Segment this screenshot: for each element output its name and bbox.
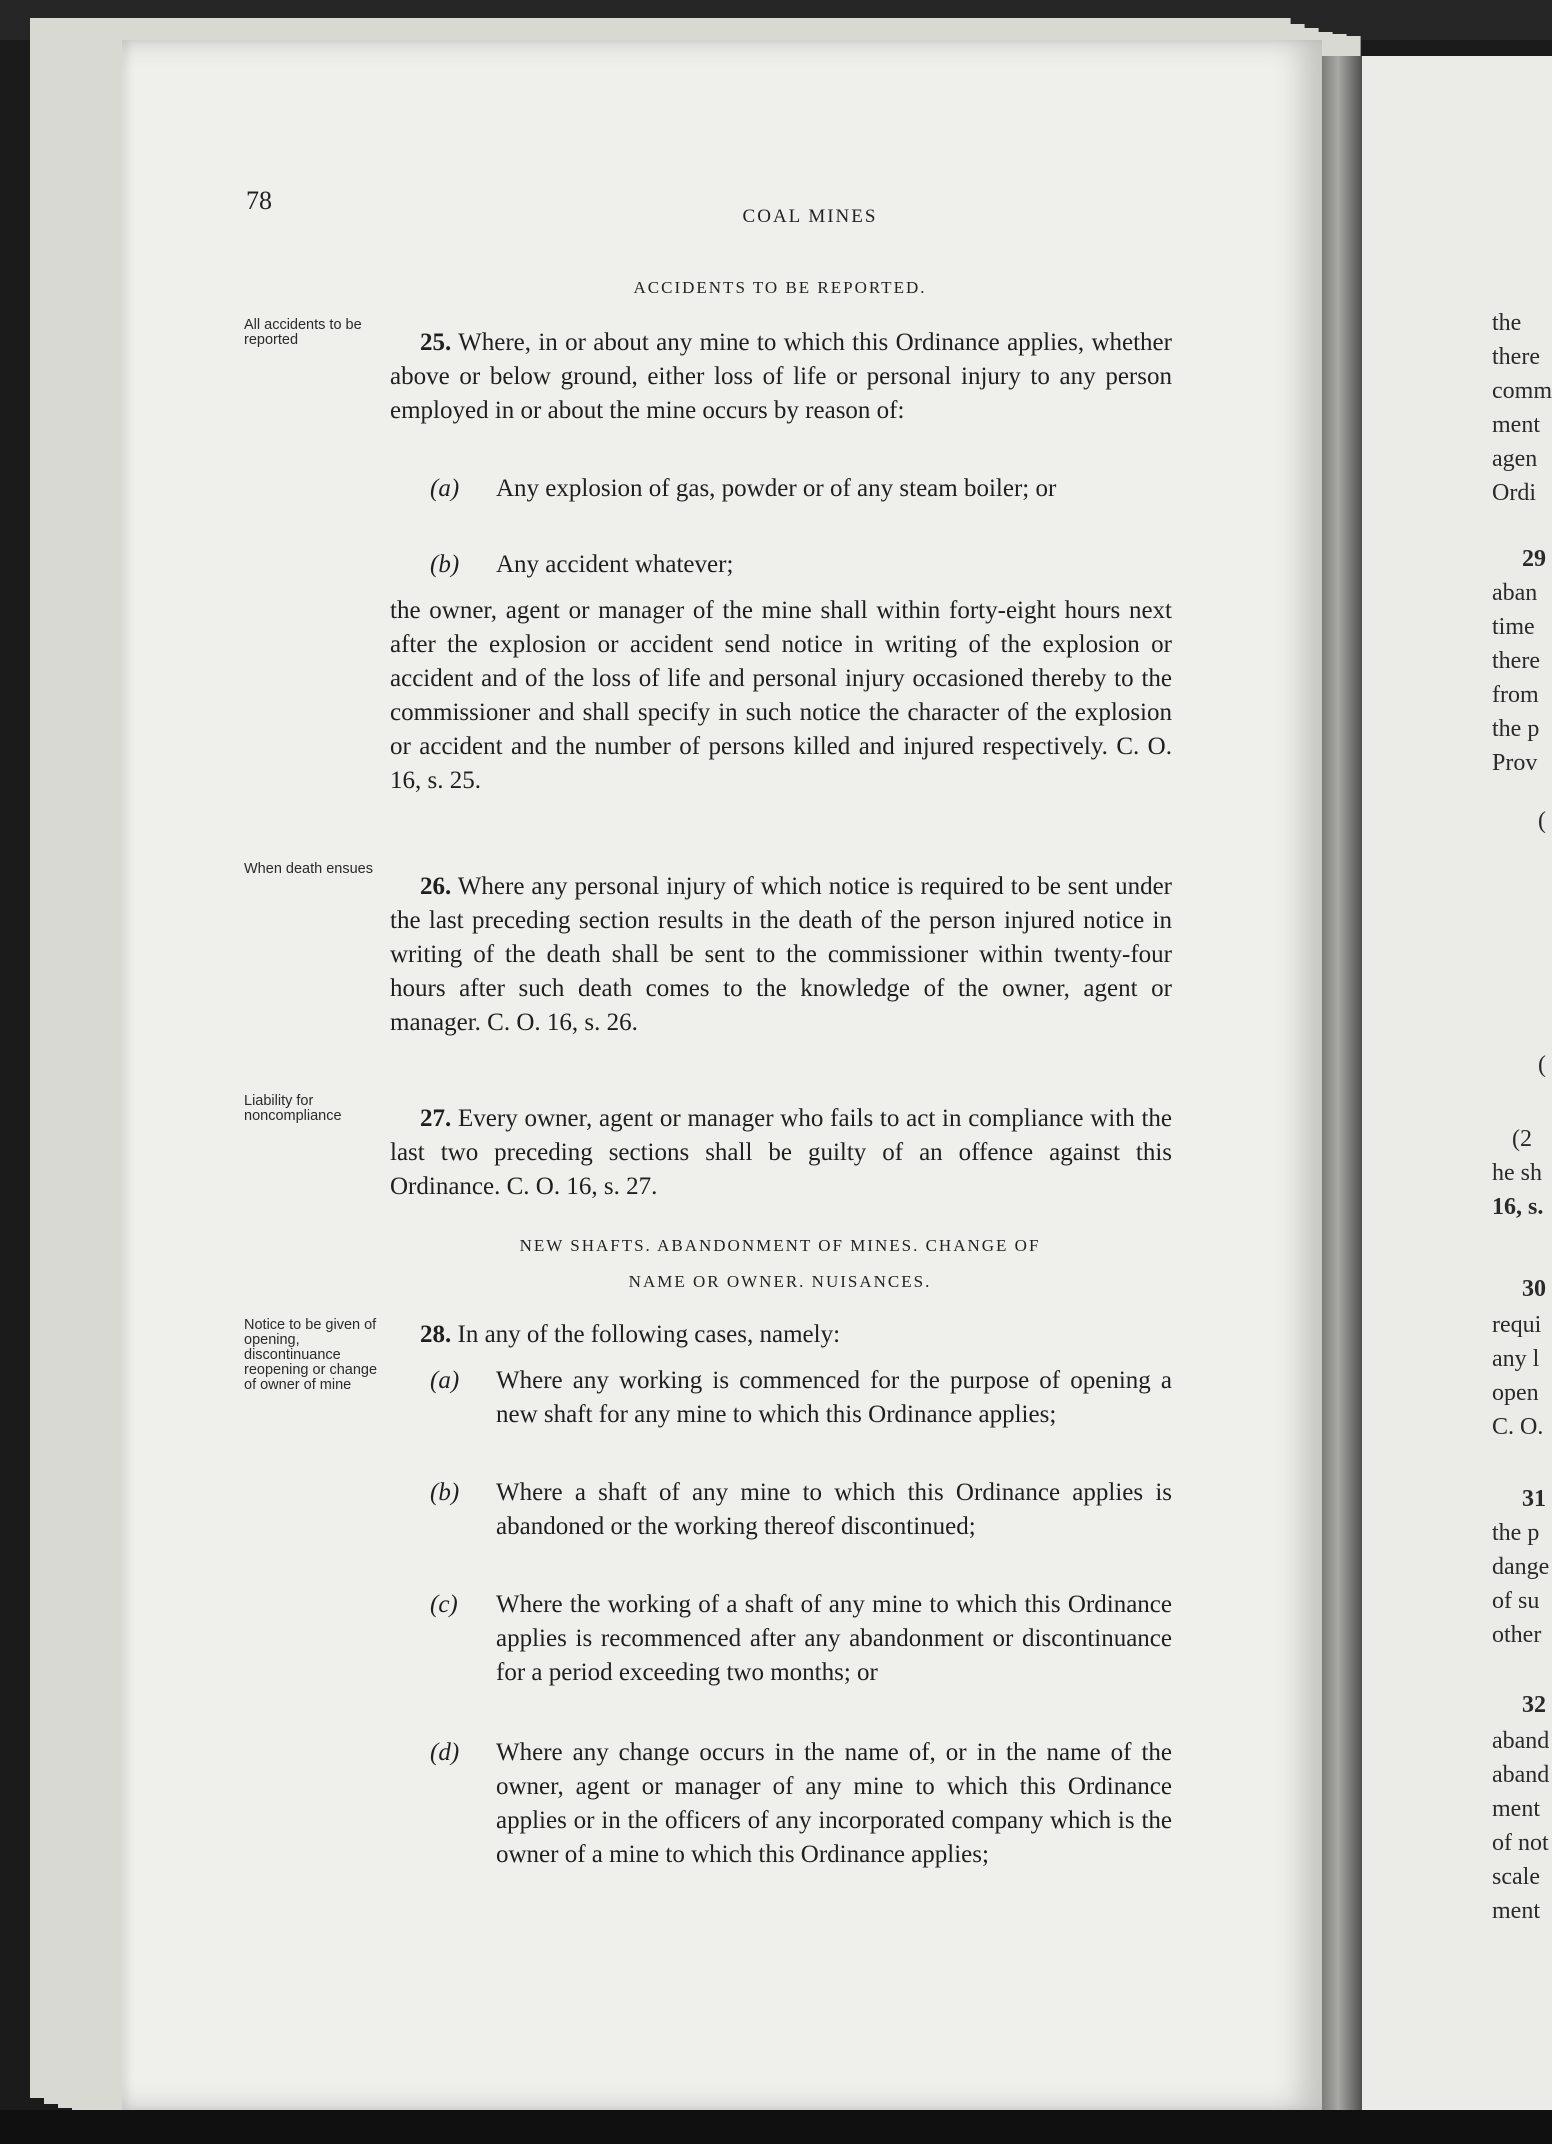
clause-text: Any accident whatever; bbox=[496, 551, 734, 578]
clause-label: (d) bbox=[430, 1739, 460, 1766]
facing-line: C. O. bbox=[1492, 1414, 1544, 1440]
margin-note-25: All accidents to be reported bbox=[244, 317, 362, 348]
facing-line: ( bbox=[1538, 1052, 1546, 1078]
section-number: 28. bbox=[420, 1321, 452, 1348]
clause-label: (a) bbox=[430, 475, 460, 502]
clause-text: Where the working of a shaft of any mine to which this Ordinance applies is recommenced after any abandonment or discontinuance for a period exceeding two months; or bbox=[496, 1591, 1172, 1686]
facing-line: time bbox=[1492, 614, 1535, 640]
section-text: Where, in or about any mine to which this Ordinance applies, whether above or below ground, either loss of life or personal injury to any person employed in or about the mine occurs by reason of: bbox=[390, 329, 1172, 424]
facing-line: of su bbox=[1492, 1588, 1540, 1614]
section-28-intro bbox=[390, 1318, 1172, 1352]
clause-label: (b) bbox=[430, 1479, 460, 1506]
facing-line: the p bbox=[1492, 716, 1540, 742]
facing-line: of not bbox=[1492, 1830, 1549, 1856]
facing-line: aban bbox=[1492, 580, 1538, 606]
facing-line: from bbox=[1492, 682, 1539, 708]
facing-line: aband bbox=[1492, 1728, 1550, 1754]
facing-line: 31 bbox=[1522, 1486, 1546, 1512]
section-27 bbox=[390, 1102, 1172, 1204]
facing-line: aband bbox=[1492, 1762, 1550, 1788]
clause-text: Where a shaft of any mine to which this Ordinance applies is abandoned or the working thereof discontinued; bbox=[496, 1479, 1172, 1540]
section-26 bbox=[390, 870, 1172, 1040]
section-text: In any of the following cases, namely: bbox=[457, 1321, 841, 1348]
facing-line: ment bbox=[1492, 1796, 1540, 1822]
scan-bottom-border bbox=[0, 2110, 1552, 2144]
clause-label: (a) bbox=[430, 1367, 460, 1394]
facing-line: 32 bbox=[1522, 1692, 1546, 1718]
facing-line: (2 bbox=[1512, 1126, 1532, 1152]
margin-note-26: When death ensues bbox=[244, 861, 373, 877]
facing-line: there bbox=[1492, 344, 1540, 370]
facing-line: requi bbox=[1492, 1312, 1542, 1338]
facing-line: Prov bbox=[1492, 750, 1538, 776]
clause-label: (b) bbox=[430, 551, 460, 578]
margin-note-28: Notice to be given of opening, discontinuance reopening or change of owner of mine bbox=[244, 1317, 378, 1393]
section-heading-new-shafts-cont: NAME OR OWNER. NUISANCES. bbox=[628, 1272, 932, 1291]
section-25-conclusion: the owner, agent or manager of the mine shall within forty-eight hours next after the explosion or accident send notice in writing of the explosion or accident and of the loss of life and personal injury occasioned thereby to the commissioner and shall specify in such notice the character of the explosion or accident and the number of persons killed and injured respectively. C. O. 16, s. 25. bbox=[390, 597, 1172, 794]
section-heading-accidents: ACCIDENTS TO BE REPORTED. bbox=[633, 278, 927, 297]
facing-line: other bbox=[1492, 1622, 1542, 1648]
facing-line: 29 bbox=[1522, 546, 1546, 572]
clause-25-a bbox=[430, 472, 1172, 506]
facing-line: ( bbox=[1538, 808, 1546, 834]
section-heading-new-shafts: NEW SHAFTS. ABANDONMENT OF MINES. CHANGE OF bbox=[519, 1236, 1041, 1255]
facing-line: ment bbox=[1492, 412, 1540, 438]
facing-line: open bbox=[1492, 1380, 1539, 1406]
section-number: 27. bbox=[420, 1105, 452, 1132]
facing-line: agen bbox=[1492, 446, 1538, 472]
clause-text: Any explosion of gas, powder or of any steam boiler; or bbox=[496, 475, 1057, 502]
facing-line: Ordi bbox=[1492, 480, 1536, 506]
facing-line: comm bbox=[1492, 378, 1552, 404]
clause-text: Where any working is commenced for the purpose of opening a new shaft for any mine to which this Ordinance applies; bbox=[496, 1367, 1172, 1428]
facing-page bbox=[1362, 56, 1552, 2110]
clause-text: Where any change occurs in the name of, or in the name of the owner, agent or manager of any mine to which this Ordinance applies or in the officers of any incorporated company which is the owner of a mine to which this Ordinance applies; bbox=[496, 1739, 1172, 1868]
clause-28-b bbox=[430, 1476, 1172, 1544]
clause-25-b bbox=[430, 548, 1172, 582]
facing-line: 30 bbox=[1522, 1276, 1546, 1302]
book-gutter bbox=[1322, 56, 1362, 2110]
section-number: 26. bbox=[420, 873, 452, 900]
facing-line: scale bbox=[1492, 1864, 1540, 1890]
margin-note-27: Liability for noncompliance bbox=[244, 1093, 342, 1124]
facing-line: the bbox=[1492, 310, 1522, 336]
facing-line: there bbox=[1492, 648, 1540, 674]
facing-line: 16, s. bbox=[1492, 1194, 1544, 1220]
section-text: Every owner, agent or manager who fails to act in compliance with the last two preceding sections shall be guilty of an offence against this Ordinance. C. O. 16, s. 27. bbox=[390, 1105, 1173, 1200]
section-text: Where any personal injury of which notice is required to be sent under the last preceding section results in the death of the person injured notice in writing of the death shall be sent to the commissioner within twenty-four hours after such death comes to the knowledge of the owner, agent or manager. C. O. 16, s. 26. bbox=[390, 873, 1172, 1036]
running-head: COAL MINES bbox=[742, 206, 878, 227]
facing-line: dange bbox=[1492, 1554, 1550, 1580]
page-number: 78 bbox=[246, 186, 272, 215]
clause-28-a bbox=[430, 1364, 1172, 1432]
section-25-intro bbox=[390, 326, 1172, 428]
clause-28-d bbox=[430, 1736, 1172, 1872]
section-number: 25. bbox=[420, 329, 452, 356]
facing-line: ment bbox=[1492, 1898, 1540, 1924]
facing-line: any l bbox=[1492, 1346, 1540, 1372]
facing-line: the p bbox=[1492, 1520, 1540, 1546]
facing-line: he sh bbox=[1492, 1160, 1542, 1186]
clause-28-c bbox=[430, 1588, 1172, 1690]
clause-label: (c) bbox=[430, 1591, 458, 1618]
